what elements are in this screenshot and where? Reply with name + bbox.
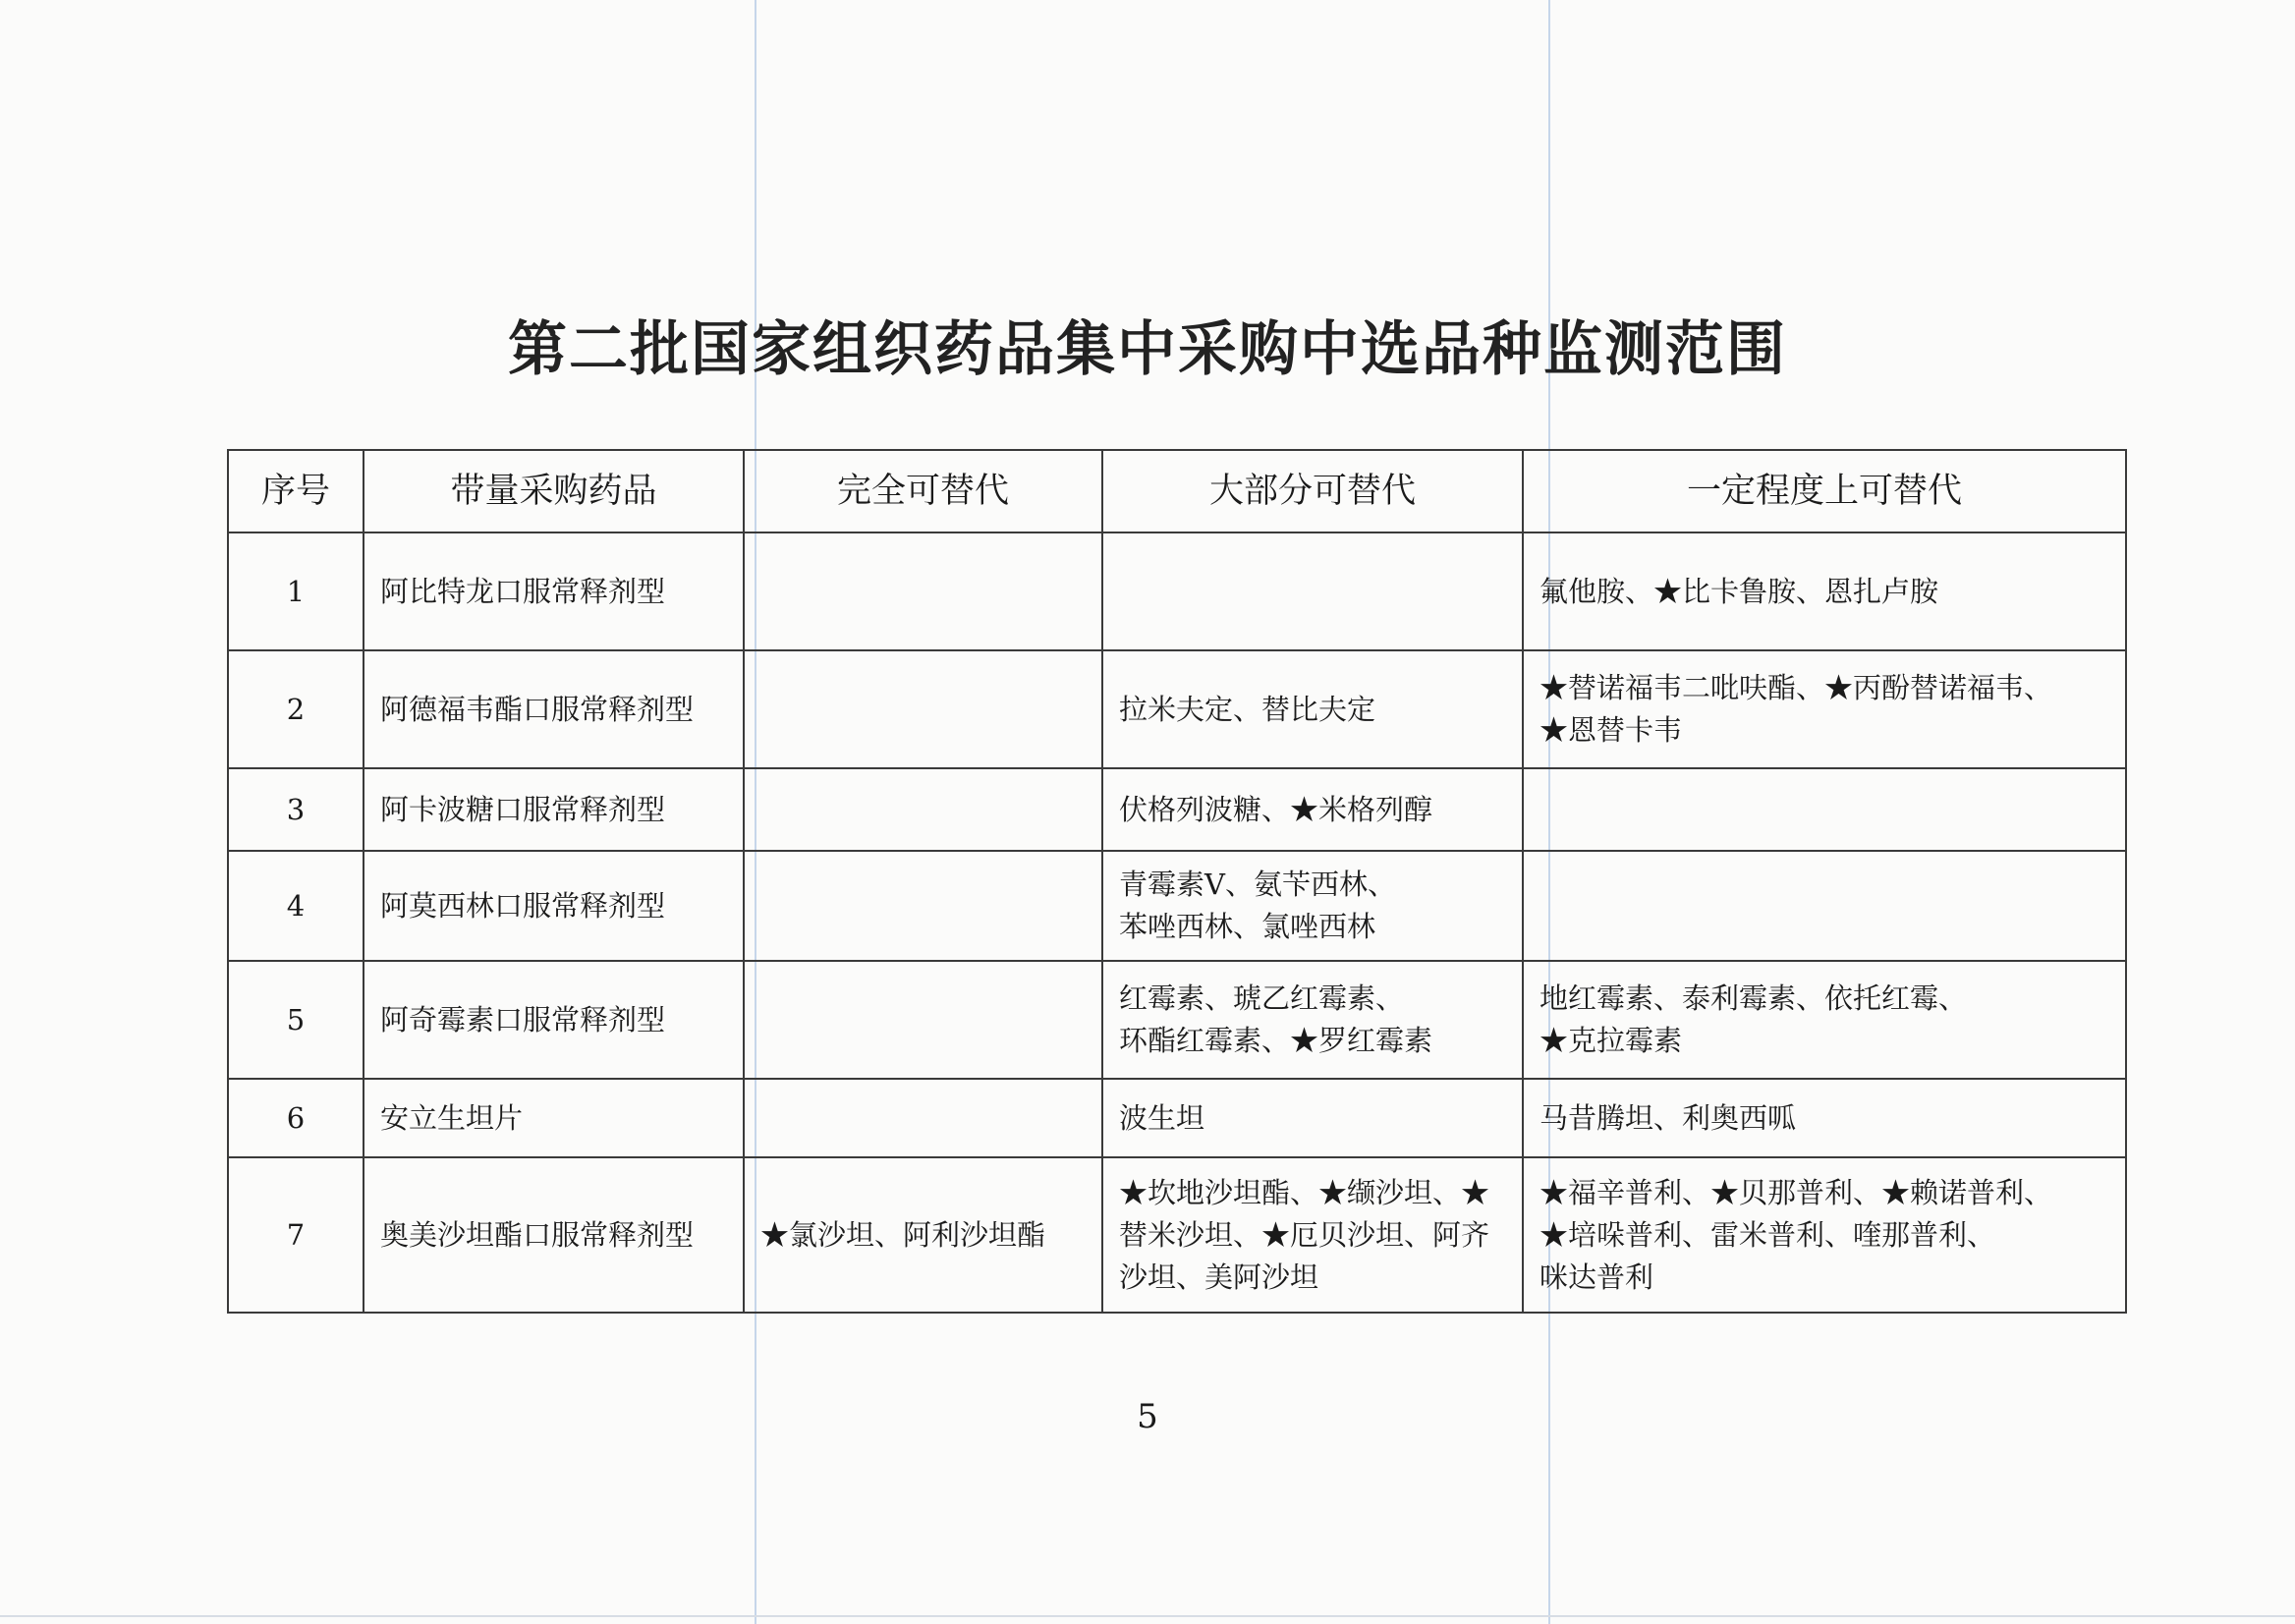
mostly-substitutable-cell xyxy=(1102,768,1523,851)
header-fully-substitutable: 完全可替代 xyxy=(744,450,1102,532)
row-index-cell: 4 xyxy=(228,851,364,961)
cell-text-line: 咪达普利 xyxy=(1539,1260,1654,1294)
partially-substitutable-cell xyxy=(1523,768,2126,851)
fully-substitutable-cell xyxy=(744,961,1102,1079)
partially-substitutable-cell xyxy=(1523,650,2126,768)
cell-text-line: 苯唑西林、氯唑西林 xyxy=(1119,910,1376,943)
row-index-cell: 6 xyxy=(228,1079,364,1157)
table-row xyxy=(228,1157,2126,1313)
row-index-cell: 5 xyxy=(228,961,364,1079)
table-row xyxy=(228,768,2126,851)
cell-text-line: 替米沙坦、★厄贝沙坦、阿齐 xyxy=(1119,1217,1490,1252)
header-procured-drug: 带量采购药品 xyxy=(364,450,744,532)
cell-text-line: 氟他胺、★比卡鲁胺、恩扎卢胺 xyxy=(1539,574,1939,608)
mostly-substitutable-cell xyxy=(1102,851,1523,961)
row-index-cell: 3 xyxy=(228,768,364,851)
cell-text-line: 拉米夫定、替比夫定 xyxy=(1119,692,1376,726)
cell-text-line: ★福辛普利、★贝那普利、★赖诺普利、 xyxy=(1539,1175,2053,1209)
table-row xyxy=(228,851,2126,961)
cell-text-line: 环酯红霉素、★罗红霉素 xyxy=(1119,1024,1433,1057)
partially-substitutable-cell xyxy=(1523,1157,2126,1313)
page-bottom-edge xyxy=(0,1615,2295,1617)
procured-drug-cell: 阿德福韦酯口服常释剂型 xyxy=(364,650,744,768)
table-row xyxy=(228,961,2126,1079)
cell-text-line: 沙坦、美阿沙坦 xyxy=(1119,1260,1319,1294)
table-row xyxy=(228,532,2126,650)
fully-substitutable-cell xyxy=(744,768,1102,851)
procured-drug-cell: 阿奇霉素口服常释剂型 xyxy=(364,961,744,1079)
mostly-substitutable-cell xyxy=(1102,532,1523,650)
fully-substitutable-cell xyxy=(744,650,1102,768)
cell-text-line: 地红霉素、泰利霉素、依托红霉、 xyxy=(1539,981,1968,1015)
mostly-substitutable-cell xyxy=(1102,1079,1523,1157)
partially-substitutable-cell xyxy=(1523,961,2126,1079)
cell-text-line: 青霉素V、氨苄西林、 xyxy=(1119,868,1396,901)
cell-text-line: ★克拉霉素 xyxy=(1539,1024,1683,1057)
cell-text-line: 波生坦 xyxy=(1119,1100,1205,1135)
header-index: 序号 xyxy=(228,450,364,532)
table-row xyxy=(228,1079,2126,1157)
cell-text-line: ★培哚普利、雷米普利、喹那普利、 xyxy=(1539,1217,1996,1252)
partially-substitutable-cell xyxy=(1523,1079,2126,1157)
fully-substitutable-cell xyxy=(744,1079,1102,1157)
cell-text-line: 马昔腾坦、利奥西呱 xyxy=(1539,1100,1797,1135)
procured-drug-cell: 阿比特龙口服常释剂型 xyxy=(364,532,744,650)
header-partially-substitutable: 一定程度上可替代 xyxy=(1523,450,2126,532)
mostly-substitutable-cell xyxy=(1102,650,1523,768)
fully-substitutable-cell xyxy=(744,1157,1102,1313)
mostly-substitutable-cell xyxy=(1102,961,1523,1079)
cell-text-line: 红霉素、琥乙红霉素、 xyxy=(1119,981,1405,1015)
cell-text-line: 伏格列波糖、★米格列醇 xyxy=(1119,792,1433,826)
header-mostly-substitutable: 大部分可替代 xyxy=(1102,450,1523,532)
document-title: 第二批国家组织药品集中采购中选品种监测范围 xyxy=(508,315,1787,384)
table-header-row xyxy=(228,450,2126,532)
partially-substitutable-cell xyxy=(1523,851,2126,961)
procured-drug-cell: 阿莫西林口服常释剂型 xyxy=(364,851,744,961)
row-index-cell: 1 xyxy=(228,532,364,650)
cell-text-line: ★氯沙坦、阿利沙坦酯 xyxy=(760,1217,1046,1252)
cell-text-line: ★恩替卡韦 xyxy=(1539,713,1683,747)
procured-drug-cell: 阿卡波糖口服常释剂型 xyxy=(364,768,744,851)
row-index-cell: 2 xyxy=(228,650,364,768)
procured-drug-cell: 安立生坦片 xyxy=(364,1079,744,1157)
mostly-substitutable-cell xyxy=(1102,1157,1523,1313)
fully-substitutable-cell xyxy=(744,532,1102,650)
partially-substitutable-cell xyxy=(1523,532,2126,650)
table-row xyxy=(228,650,2126,768)
page-number: 5 xyxy=(1137,1397,1158,1436)
fully-substitutable-cell xyxy=(744,851,1102,961)
procured-drug-cell: 奥美沙坦酯口服常释剂型 xyxy=(364,1157,744,1313)
cell-text-line: ★坎地沙坦酯、★缬沙坦、★ xyxy=(1119,1175,1490,1209)
row-index-cell: 7 xyxy=(228,1157,364,1313)
cell-text-line: ★替诺福韦二吡呋酯、★丙酚替诺福韦、 xyxy=(1539,671,2053,704)
monitoring-scope-table xyxy=(227,449,2127,1314)
